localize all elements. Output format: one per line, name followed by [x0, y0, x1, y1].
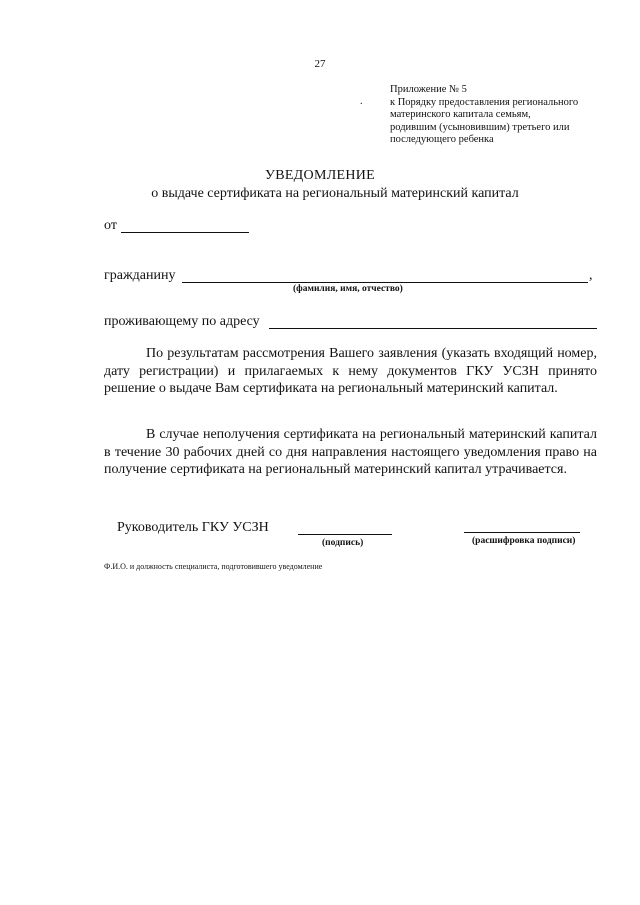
appendix-line: последующего ребенка: [390, 134, 494, 145]
from-label: от: [104, 218, 117, 233]
signature-blank-line: [298, 534, 392, 535]
scan-dot: .: [360, 96, 363, 107]
page-number: 27: [314, 58, 326, 70]
appendix-line: к Порядку предоставления регионального: [390, 96, 579, 108]
citizen-comma: ,: [589, 268, 593, 283]
appendix-header: [390, 84, 620, 147]
citizen-blank-line: [182, 282, 588, 283]
decoding-blank-line: [464, 532, 580, 533]
address-blank-line: [269, 328, 597, 329]
notice-subtitle: о выдаче сертификата на региональный материнский капитал: [151, 186, 519, 201]
signatory-position: Руководитель ГКУ УСЗН: [117, 520, 269, 535]
appendix-line: материнского капитала семьям,: [390, 109, 531, 120]
decision-paragraph: По результатам рассмотрения Вашего заявления (указать входящий номер, дату регистрации) и прилагаемых к нему документов ГКУ УСЗН принято решение о выдаче Вам сертификата на региональный материнский капитал.: [104, 346, 597, 396]
citizen-label: гражданину: [104, 268, 176, 283]
decoding-hint: (расшифровка подписи): [472, 536, 576, 546]
from-blank-line: [121, 232, 249, 233]
appendix-line: родившим (усыновившим) третьего или: [390, 121, 570, 133]
notice-title: УВЕДОМЛЕНИЕ: [264, 168, 376, 183]
specialist-note: Ф.И.О. и должность специалиста, подготовившего уведомление: [104, 562, 323, 571]
address-label: проживающему по адресу: [104, 314, 260, 329]
citizen-name-hint: (фамилия, имя, отчество): [293, 284, 403, 294]
signature-hint: (подпись): [322, 538, 364, 548]
expiry-paragraph: В случае неполучения сертификата на региональный материнский капитал в течение 30 рабочих дней со дня направления настоящего уведомления право на получение сертификата на региональный материнский капитал утрачивается.: [104, 427, 597, 477]
appendix-line: Приложение № 5: [390, 84, 467, 95]
